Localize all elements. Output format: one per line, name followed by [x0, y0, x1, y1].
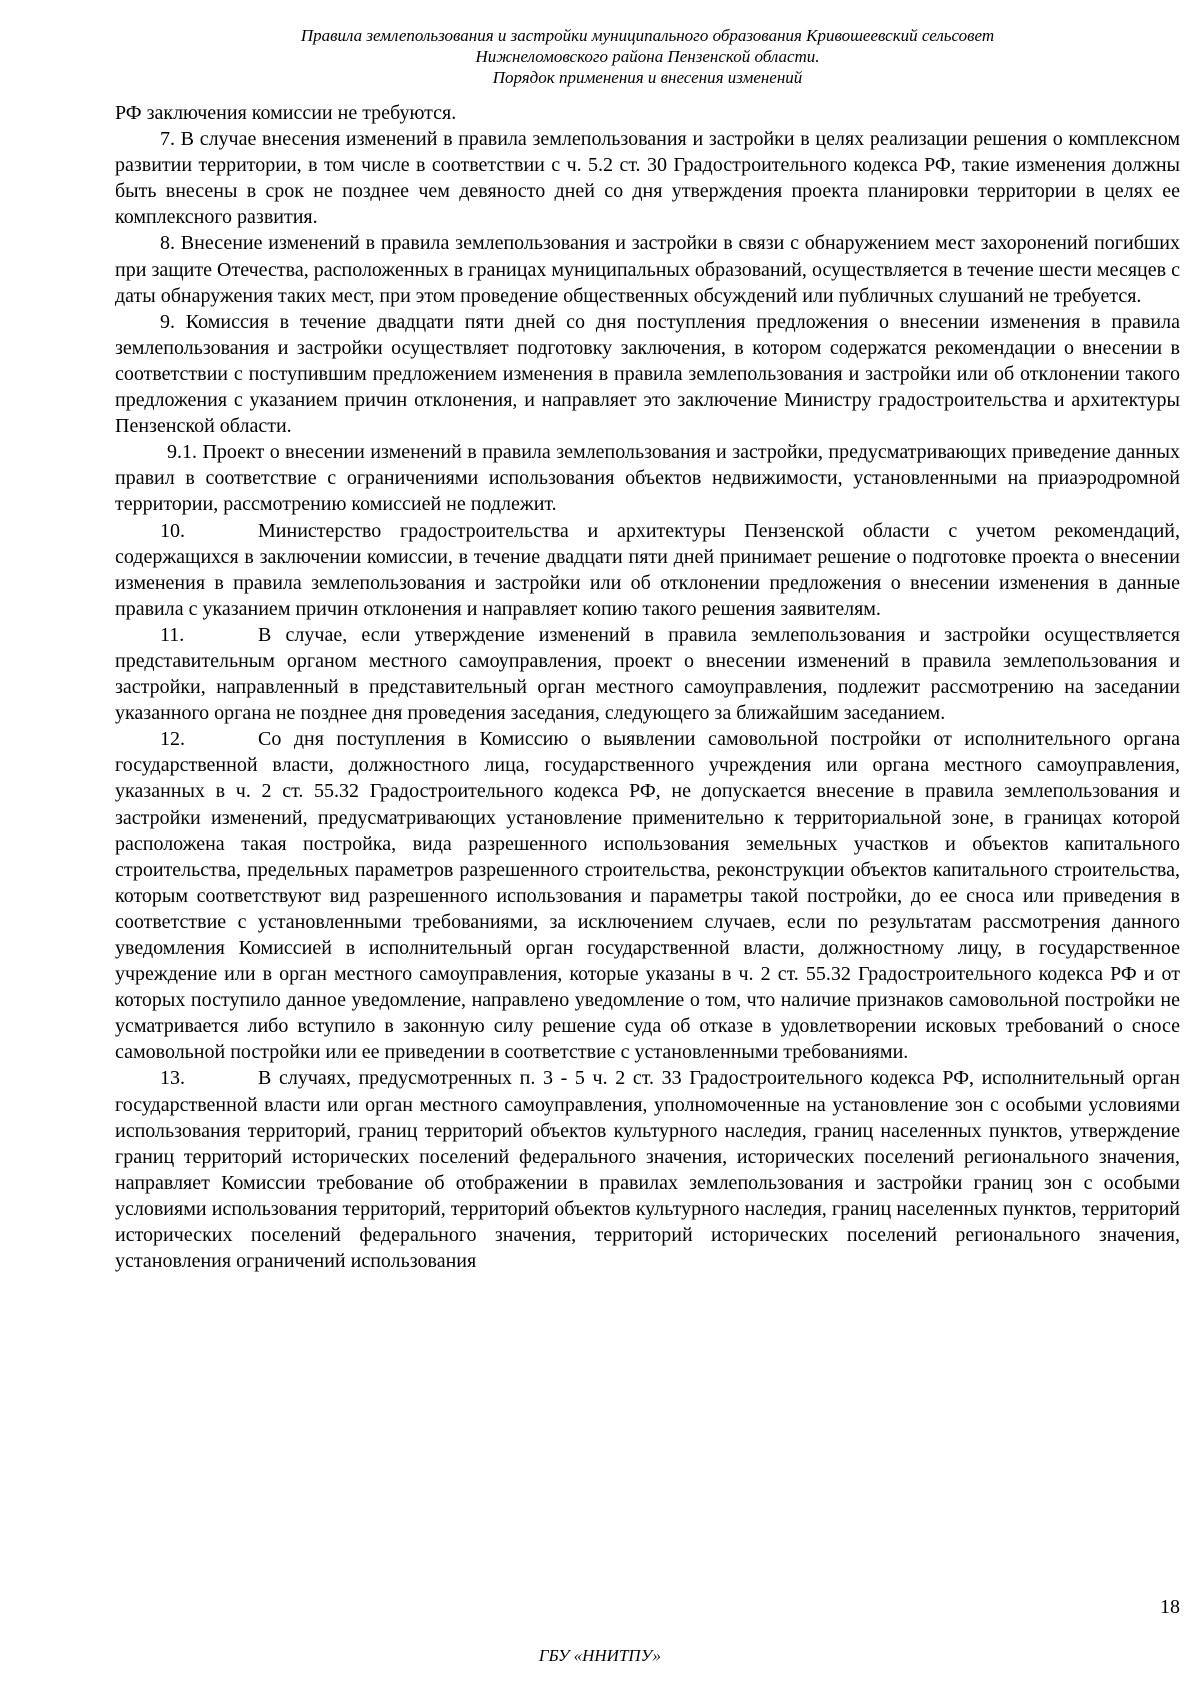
paragraph-13-text: В случаях, предусмотренных п. 3 - 5 ч. 2 ст. 33 Градостроительного кодекса РФ, исполнительный орган государственной власти или орган местного самоуправления, уполномоченные на установление зон с особыми условиями использования территорий, границ территорий объектов культурного наследия, границ населенных пунктов, утверждение границ территорий исторических поселений федерального значения, исторических поселений регионального значения, направляет Комиссии требование об отображении в правилах землепользования и застройки границ зон с особыми условиями использования территорий, территорий объектов культурного наследия, границ населенных пунктов, территорий исторических поселений федерального значения, территорий исторических поселений регионального значения, установления ограничений использования [115, 1067, 1180, 1273]
paragraph-12-number: 12. [160, 728, 185, 751]
paragraph-10-number: 10. [160, 519, 185, 542]
header-line-3: Порядок применения и внесения изменений [492, 68, 803, 87]
paragraph-continuation: РФ заключения комиссии не требуются. [115, 102, 457, 124]
paragraph-11-text: В случае, если утверждение изменений в правила землепользования и застройки осуществляется представительным органом местного самоуправления, проект о внесении изменений в правила землепользования и застройки, направленный в представительный орган местного самоуправления, подлежит рассмотрению на заседании указанного органа не позднее дня проведения заседания, следующего за ближайшим заседанием. [115, 623, 1180, 725]
document-body [115, 100, 1180, 1274]
page-number: 18 [1160, 1596, 1180, 1618]
paragraph-10-text: Министерство градостроительства и архитектуры Пензенской области с учетом рекомендаций, содержащихся в заключении комиссии, в течение двадцати пяти дней принимает решение о подготовке проекта о внесении изменения в правила землепользования и застройки или об отклонении предложения о внесении изменения в данные правила с указанием причин отклонения и направляет копию такого решения заявителям. [115, 519, 1180, 620]
paragraph-9: 9. Комиссия в течение двадцати пяти дней со дня поступления предложения о внесении изменения в правила землепользования и застройки осуществляет подготовку заключения, в котором содержатся рекомендации о внесении в соответствии с поступившим предложением изменения в правила землепользования и застройки или об отклонении такого предложения с указанием причин отклонения, и направляет это заключение Министру градостроительства и архитектуры Пензенской области. [115, 310, 1180, 438]
header-line-1: Правила землепользования и застройки муниципального образования Кривошеевский сельсовет [300, 26, 995, 45]
paragraph-12-text: Со дня поступления в Комиссию о выявлении самовольной постройки от исполнительного органа государственной власти, должностного лица, государственного учреждения или органа местного самоуправления, указанных в ч. 2 ст. 55.32 Градостроительного кодекса РФ, не допускается внесение в правила землепользования и застройки изменений, предусматривающих установление применительно к территориальной зоне, в границах которой расположена такая постройка, вида разрешенного использования земельных участков и объектов капитального строительства, предельных параметров разрешенного строительства, реконструкции объектов капитального строительства, которым соответствуют вид разрешенного использования и параметры такой постройки, до ее сноса или приведения в соответствие с установленными требованиями, за исключением случаев, если по результатам рассмотрения данного уведомления Комиссией в исполнительный орган государственной власти, должностному лицу, в государственное учреждение или в орган местного самоуправления, которые указаны в ч. 2 ст. 55.32 Градостроительного кодекса РФ и от которых поступило данное уведомление, направлено уведомление о том, что наличие признаков самовольной постройки не усматривается либо вступило в законную силу решение суда об отказе в удовлетворении исковых требований о сносе самовольной постройки или ее приведении в соответствие с установленными требованиями. [115, 728, 1180, 1064]
running-footer: ГБУ «ННИТПУ» [538, 1646, 662, 1665]
paragraph-9-1: 9.1. Проект о внесении изменений в правила землепользования и застройки, предусматривающих приведение данных правил в соответствие с ограничениями использования объектов недвижимости, установленными на приаэродромной территории, рассмотрению комиссией не подлежит. [115, 441, 1180, 516]
running-header [115, 25, 1180, 88]
paragraph-12 [115, 726, 1180, 1065]
header-line-2: Нижнеломовского района Пензенской области. [475, 47, 820, 66]
paragraph-7: 7. В случае внесения изменений в правила землепользования и застройки в целях реализации решения о комплексном развитии территории, в том числе в соответствии с ч. 5.2 ст. 30 Градостроительного кодекса РФ, такие изменения должны быть внесены в срок не позднее чем девяносто дней со дня утверждения проекта планировки территории в целях ее комплексного развития. [115, 128, 1180, 229]
paragraph-10 [115, 518, 1180, 622]
paragraph-8: 8. Внесение изменений в правила землепользования и застройки в связи с обнаружением мест захоронений погибших при защите Отечества, расположенных в границах муниципальных образований, осуществляется в течение шести месяцев с даты обнаружения таких мест, при этом проведение общественных обсуждений или публичных слушаний не требуется. [115, 232, 1180, 307]
paragraph-11 [115, 622, 1180, 726]
paragraph-13-number: 13. [160, 1067, 185, 1090]
paragraph-11-number: 11. [160, 623, 185, 646]
paragraph-13 [115, 1065, 1180, 1274]
